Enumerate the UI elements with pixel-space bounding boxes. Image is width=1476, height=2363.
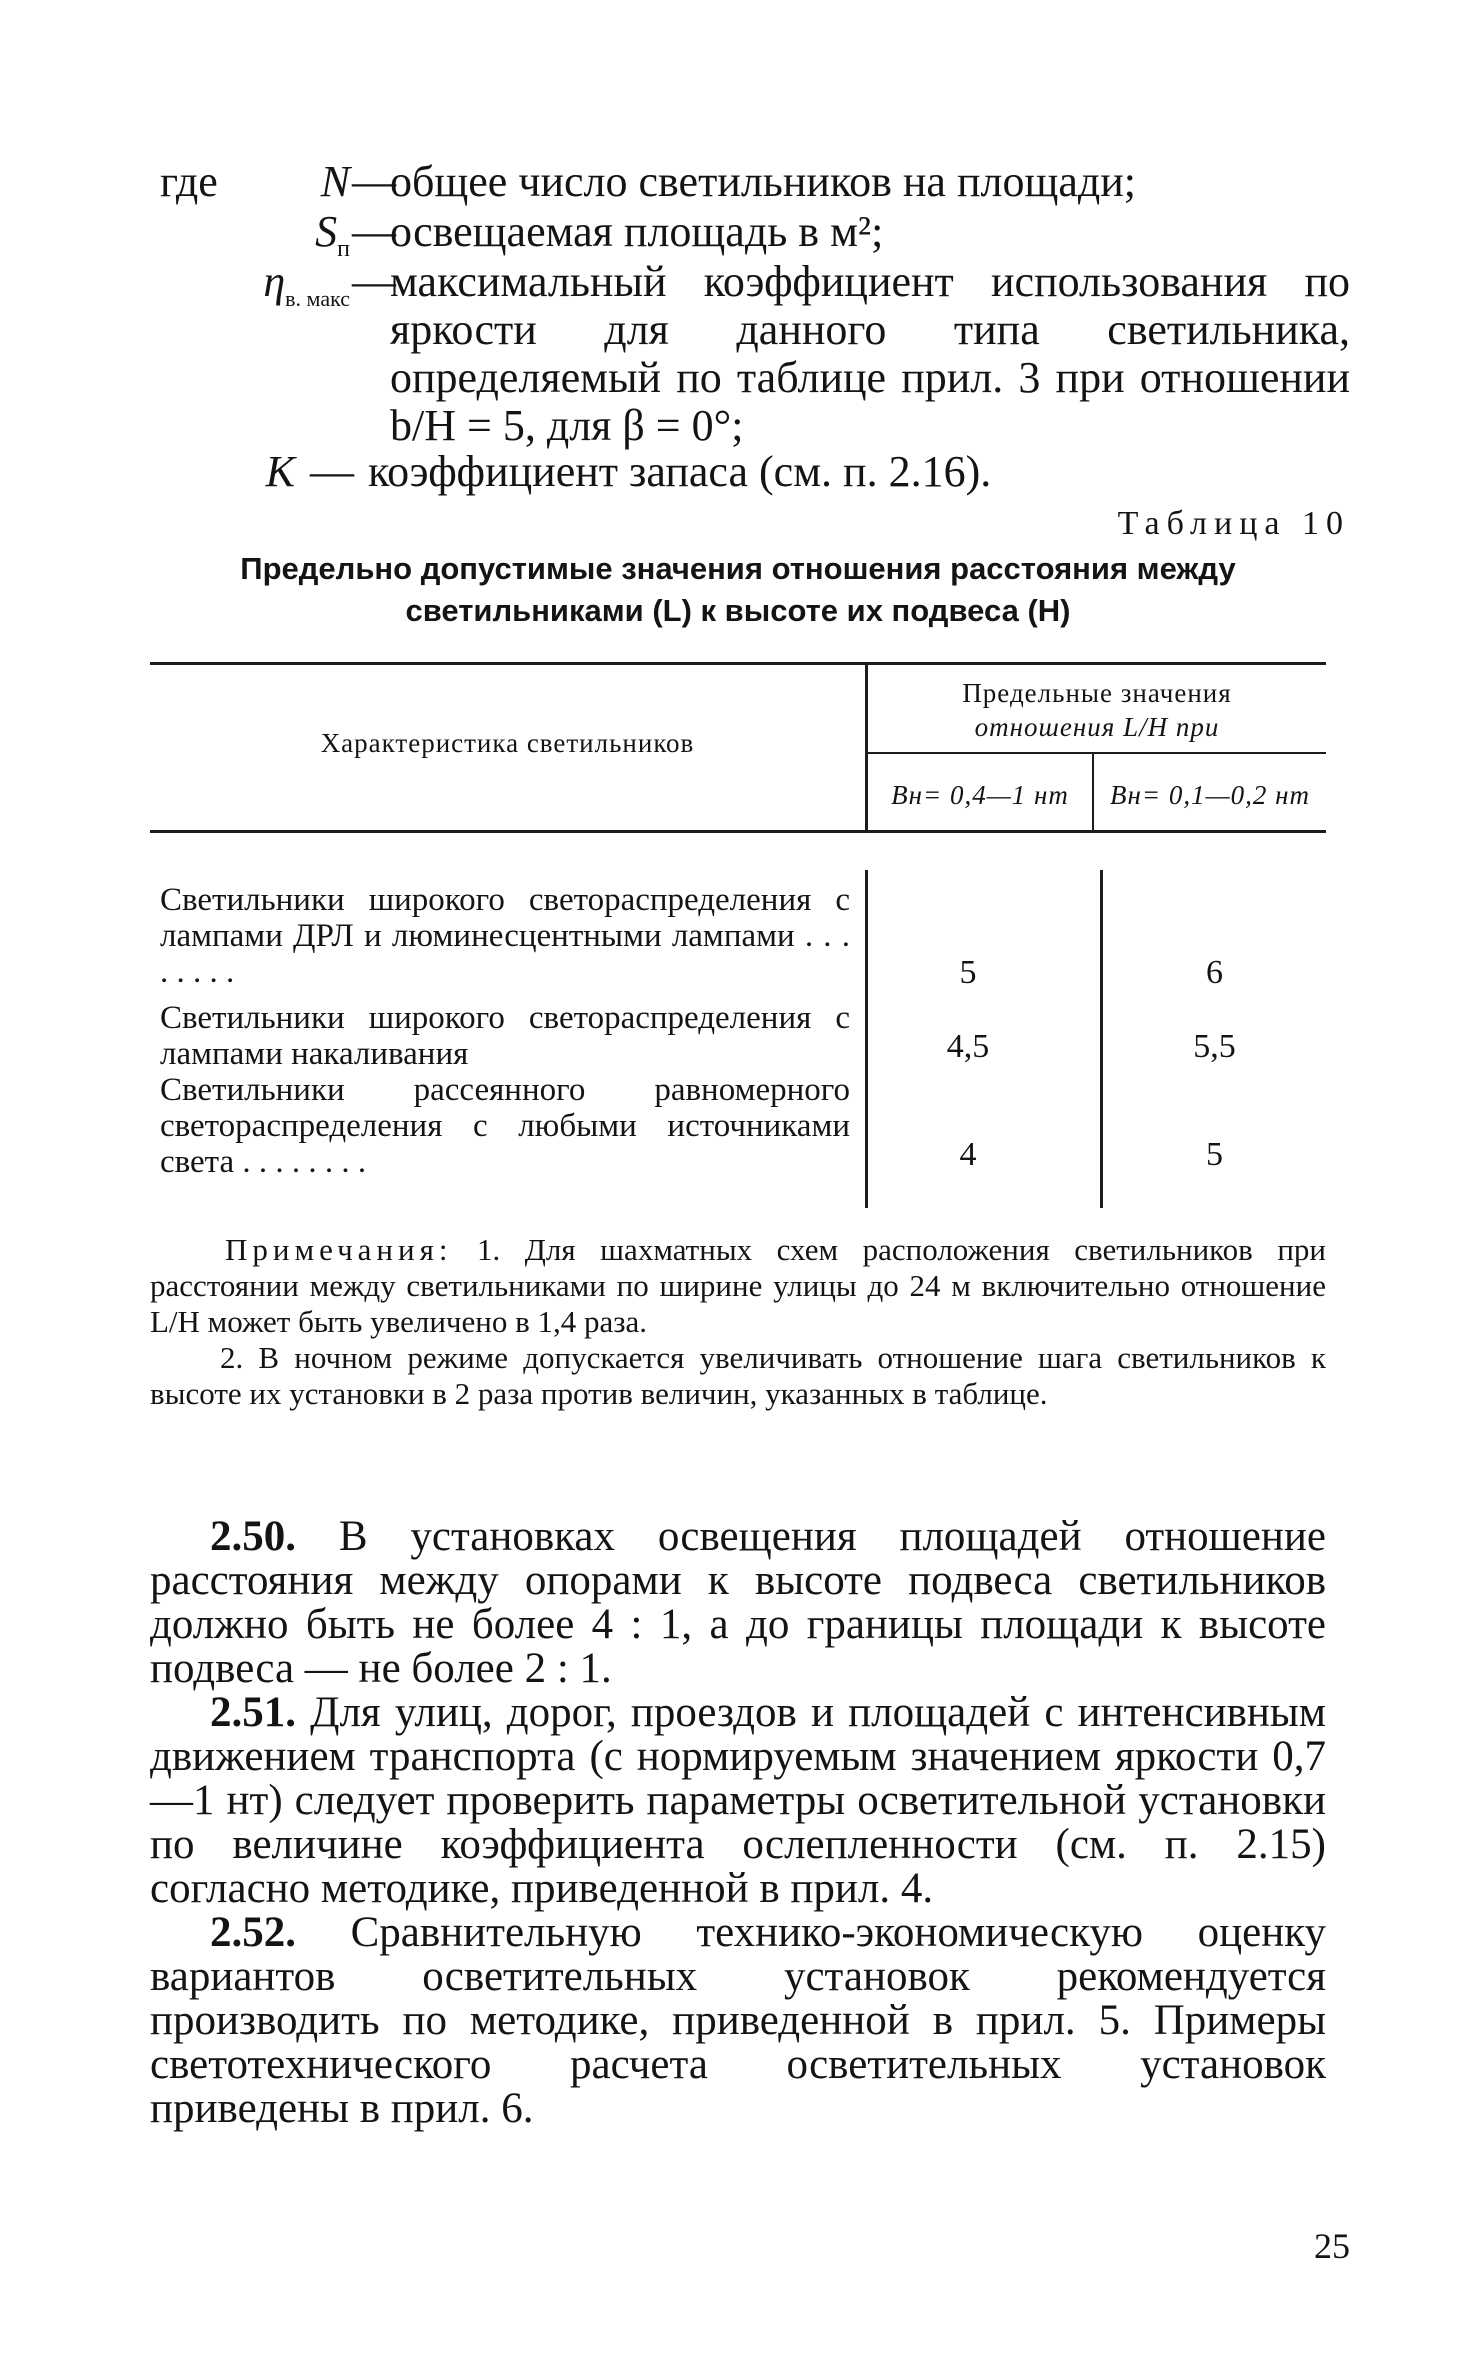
sub-header-2: Bн= 0,1—0,2 нт — [1109, 780, 1310, 810]
symbol-subscript: в. макс — [285, 285, 350, 311]
table-notes — [150, 1232, 1326, 1412]
paragraph-text: В установках освещения площадей отношение расстояния между опорами к высоте подвеса светильников должно быть не более 4 : 1, а до границы площади к высоте подвеса — не более 2 : 1. — [150, 1513, 1326, 1692]
sub-header-1: Bн= 0,4—1 нт — [891, 780, 1069, 810]
table-top-rule — [150, 662, 1326, 665]
header-limit-line: отношения L/H при — [974, 712, 1220, 742]
table-row-value-2: 5 — [1206, 1136, 1223, 1173]
definition-symbol: N — [320, 157, 350, 206]
definition-dash: — — [352, 157, 396, 206]
table-row-characteristic: Светильники широкого светораспределения с лампами накаливания — [160, 1000, 850, 1072]
paragraph-2-51 — [150, 1691, 1326, 1911]
header-limit — [868, 676, 1326, 744]
paragraph-text: Для улиц, дорог, проездов и площадей с интенсивным движением транспорта (с нормируемым значением яркости 0,7—1 нт) следует проверить параметры осветительной установки по величине коэффициента ослепленности (см. п. 2.15) согласно методике, приведенной в прил. 4. — [150, 1689, 1326, 1912]
definition-text: коэффициент запаса (см. п. 2.16). — [368, 447, 992, 496]
table-title-line: Предельно допустимые значения отношения расстояния между — [240, 551, 1236, 586]
notes-label: Примечания: — [225, 1232, 453, 1267]
body-paragraphs — [150, 1515, 1326, 2131]
paragraph-text: Сравнительную технико-экономическую оценку вариантов осветительных установок рекомендуется производить по методике, приведенной в прил. 5. Примеры светотехнического расчета осветительных установок приведены в прил. 6. — [150, 1909, 1327, 2132]
where-word: где — [160, 157, 218, 206]
symbol-letter: η — [263, 257, 286, 306]
symbol-subscript: п — [337, 235, 350, 262]
definition-text: общее число светильников на площади; — [390, 157, 1137, 206]
table-title-line: светильниками (L) к высоте их подвеса (H) — [405, 593, 1071, 628]
table-row-characteristic: Светильники широкого светораспределения с лампами ДРЛ и люминесцентными лампами . . . . . . . . — [160, 882, 850, 990]
table-row-value-1: 4 — [959, 1136, 977, 1173]
definition-dash: — — [310, 447, 354, 496]
note-1-text: 1. Для шахматных схем расположения светильников при расстоянии между светильниками по ширине улицы до 24 м включительно отношение L/H может быть увеличено в 1,4 раза. — [150, 1232, 1326, 1339]
note-2: 2. В ночном режиме допускается увеличивать отношение шага светильников к высоте их установки в 2 раза против величин, указанных в таблице. — [150, 1340, 1326, 1411]
table-row-value-2: 6 — [1206, 954, 1223, 991]
table-row-value-1: 4,5 — [946, 1028, 990, 1065]
header-bottom-rule — [150, 830, 1326, 833]
note-1 — [150, 1232, 1326, 1340]
symbol-letter: S — [315, 207, 338, 256]
paragraph-number: 2.52. — [210, 1909, 296, 1956]
header-sub-rule — [865, 752, 1326, 754]
table-row-value-2: 5,5 — [1193, 1028, 1236, 1065]
paragraph-2-50 — [150, 1515, 1326, 1691]
definition-dash: — — [352, 257, 396, 306]
table-title — [150, 548, 1326, 632]
definition-dash: — — [352, 207, 396, 256]
table-label: Таблица 10 — [1117, 505, 1350, 542]
definition-text: максимальный коэффициент использования по яркости для данного типа светильника, определяемый по таблице прил. 3 при отношении b/H = 5, для β = 0°; — [390, 257, 1350, 450]
definition-text: освещаемая площадь в м²; — [390, 207, 884, 256]
page-number: 25 — [1314, 2226, 1350, 2266]
definition-symbol: K — [265, 447, 295, 496]
paragraph-number: 2.51. — [210, 1689, 296, 1736]
table-row-value-1: 5 — [959, 954, 977, 991]
header-characteristic: Характеристика светильников — [320, 728, 695, 758]
table-row-characteristic: Светильники рассеянного равномерного светораспределения с любыми источниками света . . . . . . . . — [160, 1072, 850, 1180]
paragraph-2-52 — [150, 1911, 1326, 2131]
definition-symbol — [190, 258, 350, 323]
paragraph-number: 2.50. — [210, 1513, 296, 1560]
header-limit-line: Предельные значения — [962, 678, 1232, 708]
